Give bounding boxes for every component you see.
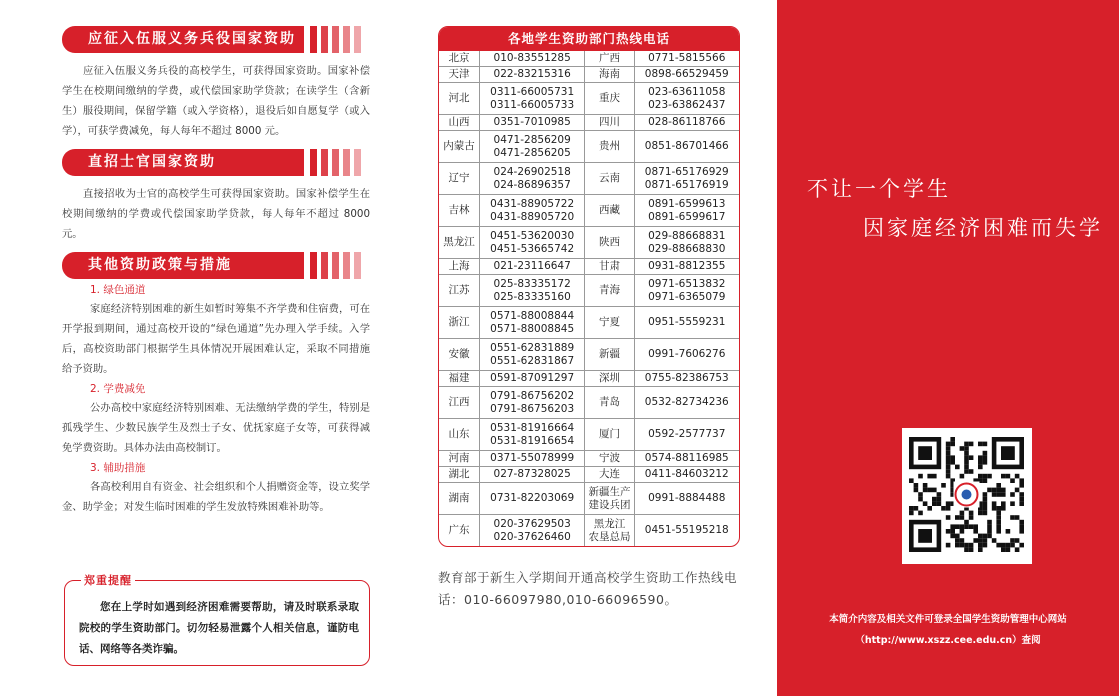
phone-cell: 0898-66529459 — [634, 67, 739, 83]
subheading-green-channel: 1. 绿色通道 — [90, 284, 146, 296]
province-cell: 安徽 — [439, 339, 479, 371]
phone-cell: 010-83551285 — [479, 51, 584, 67]
hotline-row — [439, 51, 739, 67]
hotline-row — [439, 131, 739, 163]
phone-cell: 0851-86701466 — [634, 131, 739, 163]
province-cell: 河南 — [439, 451, 479, 467]
cover-panel — [777, 0, 1119, 696]
phone-cell: 0971-6513832 0971-6365079 — [634, 275, 739, 307]
province-cell: 河北 — [439, 83, 479, 115]
phone-cell: 0592-2577737 — [634, 419, 739, 451]
phone-cell: 0571-88008844 0571-88008845 — [479, 307, 584, 339]
phone-cell: 0551-62831889 0551-62831867 — [479, 339, 584, 371]
phone-cell: 0451-53620030 0451-53665742 — [479, 227, 584, 259]
text-green-channel: 家庭经济特别困难的新生如暂时筹集不齐学费和住宿费，可在开学报到期间，通过高校开设的“绿色通道”先办理入学手续。入学后，高校资助部门根据学生具体情况开展困难认定，采取不同措施给予资助。 — [62, 303, 370, 375]
province-cell: 内蒙古 — [439, 131, 479, 163]
province-cell: 宁波 — [585, 451, 634, 467]
text-auxiliary: 各高校利用自有资金、社会组织和个人捐赠资金等，设立奖学金、助学金；对发生临时困难的学生发放特殊困难补助等。 — [62, 481, 370, 513]
footnote-line-1: 本简介内容及相关文件可登录全国学生资助管理中心网站 — [829, 614, 1067, 625]
phone-cell: 0871-65176929 0871-65176919 — [634, 163, 739, 195]
province-cell: 湖南 — [439, 483, 479, 515]
hotline-row — [439, 115, 739, 131]
left-column — [62, 26, 370, 517]
province-cell: 深圳 — [585, 371, 634, 387]
phone-cell: 025-83335172 025-83335160 — [479, 275, 584, 307]
banner-stripes-decoration — [310, 26, 370, 53]
footnote — [777, 609, 1119, 651]
province-cell: 云南 — [585, 163, 634, 195]
province-cell: 黑龙江 农垦总局 — [585, 515, 634, 547]
phone-cell: 0411-84603212 — [634, 467, 739, 483]
hotline-row — [439, 67, 739, 83]
hotline-row — [439, 83, 739, 115]
phone-cell: 0991-8884488 — [634, 483, 739, 515]
province-cell: 宁夏 — [585, 307, 634, 339]
province-cell: 广东 — [439, 515, 479, 547]
hotline-table — [439, 51, 739, 546]
province-cell: 山东 — [439, 419, 479, 451]
section-banner-other — [62, 252, 370, 279]
hotline-row — [439, 467, 739, 483]
province-cell: 西藏 — [585, 195, 634, 227]
phone-cell: 0431-88905722 0431-88905720 — [479, 195, 584, 227]
subheading-auxiliary: 3. 辅助措施 — [90, 462, 146, 474]
hotline-row — [439, 163, 739, 195]
hotline-row — [439, 419, 739, 451]
province-cell: 甘肃 — [585, 259, 634, 275]
hotline-row — [439, 259, 739, 275]
hotline-row — [439, 371, 739, 387]
province-cell: 青岛 — [585, 387, 634, 419]
ministry-hotline-note: 教育部于新生入学期间开通高校学生资助工作热线电话：010-66097980,010-66096590。 — [438, 570, 738, 607]
province-cell: 海南 — [585, 67, 634, 83]
hotline-table-title: 各地学生资助部门热线电话 — [439, 27, 739, 51]
banner-stripes-decoration — [310, 149, 370, 176]
province-cell: 厦门 — [585, 419, 634, 451]
banner-stripes-decoration — [310, 252, 370, 279]
hotline-row — [439, 307, 739, 339]
phone-cell: 022-83215316 — [479, 67, 584, 83]
phone-cell: 0532-82734236 — [634, 387, 739, 419]
province-cell: 江苏 — [439, 275, 479, 307]
reminder-text: 您在上学时如遇到经济困难需要帮助，请及时联系录取院校的学生资助部门。切勿轻易泄露个人相关信息，谨防电话、网络等各类诈骗。 — [79, 601, 359, 655]
province-cell: 大连 — [585, 467, 634, 483]
footnote-website-link[interactable]: （http://www.xszz.cee.edu.cn）查阅 — [855, 635, 1041, 646]
province-cell: 四川 — [585, 115, 634, 131]
phone-cell: 0574-88116985 — [634, 451, 739, 467]
phone-cell: 0891-6599613 0891-6599617 — [634, 195, 739, 227]
province-cell: 吉林 — [439, 195, 479, 227]
province-cell: 山西 — [439, 115, 479, 131]
hotline-row — [439, 515, 739, 547]
province-cell: 青海 — [585, 275, 634, 307]
reminder-title: 郑重提醒 — [81, 572, 135, 588]
section-text-sergeant: 直接招收为士官的高校学生可获得国家资助。国家补偿学生在校期间缴纳的学费或代偿国家助学贷款，每人每年不超过 8000 元。 — [62, 188, 370, 240]
subheading-tuition-waiver: 2. 学费减免 — [90, 383, 146, 395]
section-banner-conscription — [62, 26, 370, 53]
reminder-box — [64, 574, 370, 666]
phone-cell: 028-86118766 — [634, 115, 739, 131]
qr-code-icon — [902, 428, 1032, 564]
hotline-row — [439, 275, 739, 307]
slogan-line-2: 因家庭经济困难而失学 — [863, 216, 1103, 240]
hotline-row — [439, 227, 739, 259]
phone-cell: 0791-86756202 0791-86756203 — [479, 387, 584, 419]
phone-cell: 0755-82386753 — [634, 371, 739, 387]
province-cell: 新疆生产 建设兵团 — [585, 483, 634, 515]
phone-cell: 0451-55195218 — [634, 515, 739, 547]
province-cell: 江西 — [439, 387, 479, 419]
phone-cell: 0591-87091297 — [479, 371, 584, 387]
province-cell: 辽宁 — [439, 163, 479, 195]
phone-cell: 0371-55078999 — [479, 451, 584, 467]
province-cell: 重庆 — [585, 83, 634, 115]
province-cell: 贵州 — [585, 131, 634, 163]
phone-cell: 0931-8812355 — [634, 259, 739, 275]
phone-cell: 0951-5559231 — [634, 307, 739, 339]
hotline-row — [439, 451, 739, 467]
phone-cell: 0351-7010985 — [479, 115, 584, 131]
province-cell: 湖北 — [439, 467, 479, 483]
phone-cell: 029-88668831 029-88668830 — [634, 227, 739, 259]
phone-cell: 0991-7606276 — [634, 339, 739, 371]
phone-cell: 0311-66005731 0311-66005733 — [479, 83, 584, 115]
hotline-row — [439, 387, 739, 419]
phone-cell: 0771-5815566 — [634, 51, 739, 67]
slogan-line-1: 不让一个学生 — [807, 177, 951, 201]
phone-cell: 021-23116647 — [479, 259, 584, 275]
province-cell: 北京 — [439, 51, 479, 67]
hotline-row — [439, 195, 739, 227]
province-cell: 广西 — [585, 51, 634, 67]
phone-cell: 020-37629503 020-37626460 — [479, 515, 584, 547]
phone-cell: 024-26902518 024-86896357 — [479, 163, 584, 195]
phone-cell: 0471-2856209 0471-2856205 — [479, 131, 584, 163]
province-cell: 上海 — [439, 259, 479, 275]
province-cell: 陕西 — [585, 227, 634, 259]
phone-cell: 027-87328025 — [479, 467, 584, 483]
province-cell: 黑龙江 — [439, 227, 479, 259]
province-cell: 福建 — [439, 371, 479, 387]
section-text-conscription: 应征入伍服义务兵役的高校学生，可获得国家资助。国家补偿学生在校期间缴纳的学费，或代偿国家助学贷款；在读学生（含新生）服役期间，保留学籍（或入学资格），退役后如自愿复学（或入学），可获学费减免，每人每年不超过 8000 元。 — [62, 65, 370, 137]
phone-cell: 0731-82203069 — [479, 483, 584, 515]
hotline-row — [439, 339, 739, 371]
text-tuition-waiver: 公办高校中家庭经济特别困难、无法缴纳学费的学生，特别是孤残学生、少数民族学生及烈士子女、优抚家庭子女等，可获得减免学费资助。具体办法由高校制订。 — [62, 402, 370, 454]
section-title-other: 其他资助政策与措施 — [88, 257, 232, 273]
phone-cell: 023-63611058 023-63862437 — [634, 83, 739, 115]
phone-cell: 0531-81916664 0531-81916654 — [479, 419, 584, 451]
province-cell: 新疆 — [585, 339, 634, 371]
section-title-conscription: 应征入伍服义务兵役国家资助 — [88, 31, 296, 47]
middle-column — [438, 26, 740, 611]
province-cell: 天津 — [439, 67, 479, 83]
section-banner-sergeant — [62, 149, 370, 176]
hotline-row — [439, 483, 739, 515]
section-title-sergeant: 直招士官国家资助 — [88, 154, 216, 170]
hotline-table-box — [438, 26, 740, 547]
province-cell: 浙江 — [439, 307, 479, 339]
